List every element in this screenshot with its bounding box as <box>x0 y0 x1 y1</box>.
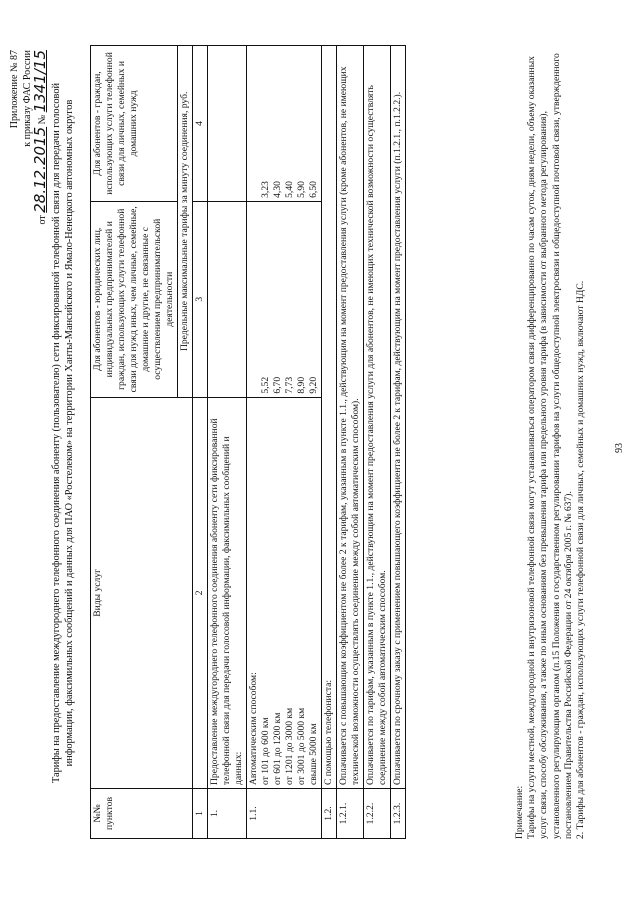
table-row: 1.2.3. Оплачивается по срочному заказу с применением повышающего коэффициента не более 2 к тарифам, действующим на момент предоставления услуги (п.1.2.1., п.1.2.2.). <box>391 46 406 839</box>
table-header-row <box>91 46 178 839</box>
legal-tariffs: 5,52 6,70 7,73 8,90 9,20 <box>247 201 322 397</box>
document-title: Тарифы на предоставление междугороднего телефонного соединения абоненту (пользователю) сети фиксированной телефонной связи для передачи голосовой информации, факсимильных сообщений и данных для ПАО «Ростелеком» на территории Ханты-Мансийского и Ямало-Ненецкого автономных округов <box>51 83 75 784</box>
handwritten-date: 28.12.2015 <box>31 126 49 213</box>
annex-label: Приложение № 87 <box>9 50 20 129</box>
header-limit: Предельные максимальные тарифы за минуту соединения, руб. <box>178 46 193 398</box>
table-row: 1.2.1. Оплачивается с повышающим коэффициентом не более 2 к тарифам, указанным в пункте 1.1., действующим на момент предоставления услуги (кроме абонентов, не имеющих технической возможности осуществлять соединение между собой автоматическим способом). <box>337 46 364 839</box>
handwritten-number: 1341/15 <box>31 50 49 113</box>
order-date-line: от 28.12.2015 № 1341/15 <box>31 50 49 225</box>
table-row: 1. Предоставление междугороднего телефонного соединения абоненту сети фиксированной телефонной связи для передачи голосовой информации, факсимильных сообщений и данных: <box>208 46 247 839</box>
notes-block <box>514 45 587 839</box>
table-row: 1.2.2. Оплачивается по тарифам, указанным в пункте 1.1., действующим на момент предоставления услуги для абонентов, не имеющих технической возможности осуществлять соединение между собой автоматическим способом. <box>364 46 391 839</box>
column-numbers-row: 1 2 3 4 <box>193 46 208 839</box>
table-row: 1.1. Автоматическим способом: от 101 до 600 км от 601 до 1200 км от 1201 до 3000 км от 3001 до 5000 км свыше 5000 км 5,52 6,70 7,73 8,90 9,20 3,23 4,30 5,40 5,90 6,50 <box>247 46 322 839</box>
header-citizens: Для абонентов - граждан, использующих услуги телефонной связи для личных, семейных и домашних нужд <box>91 46 178 202</box>
citizen-tariffs: 3,23 4,30 5,40 5,90 6,50 <box>247 46 322 202</box>
order-label: к приказу ФАС России <box>22 50 33 147</box>
page-number: 93 <box>614 443 625 453</box>
tariff-table <box>90 45 406 839</box>
note-1: Тарифы на услуги местной, междугородной и внутризоновой телефонной связи могут устанавливаться оператором связи дифференцированно по часам суток, дням недели, объему оказанных услуг связи, способу обслуживания, а также по иным основаниям без превышения тарифа или предельного уровня тарифа (в зависимости от выбранного метода регулирования), установленного регулирующим органом (п.15 Положения о государственном регулировании тарифов на услуги общедоступной электросвязи и общедоступной почтовой связи, утвержденного постановлением Правительства Российской Федерации от 24 октября 2005 г. № 637). <box>526 53 574 839</box>
header-block <box>8 50 49 225</box>
header-service: Виды услуг <box>91 397 193 788</box>
header-legal: Для абонентов - юридических лиц, индивидуальных предпринимателей и граждан, использующих услуги телефонной связи для нужд иных, чем личные, семейные, домашние и другие, не связанные с осуществлением предпринимательской деятельности <box>91 201 178 397</box>
header-num: №№ пунктов <box>91 789 193 839</box>
table-row: 1.2. С помощью телефониста: <box>322 46 337 839</box>
note-2: 2. Тарифы для абонентов - граждан, использующих услуги телефонной связи для личных, семейных и домашних нужд, включают НДС. <box>575 280 587 839</box>
notes-heading: Примечание: <box>514 785 525 839</box>
